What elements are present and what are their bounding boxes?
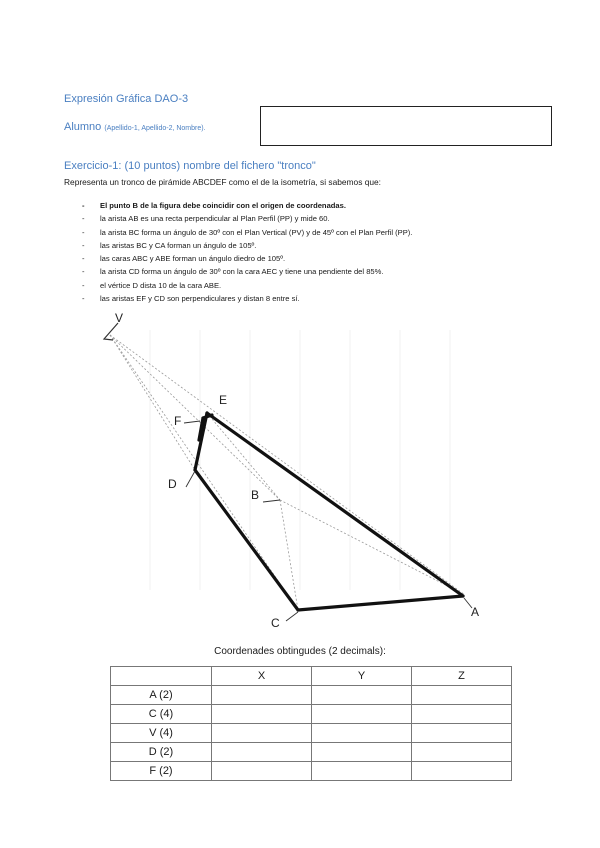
cell-y[interactable] — [312, 686, 412, 705]
leader-lines — [184, 421, 472, 621]
leader-d — [186, 471, 195, 487]
table-header-row — [111, 667, 512, 686]
label-c: C — [271, 616, 280, 630]
label-d: D — [168, 477, 177, 491]
cell-z[interactable] — [412, 724, 512, 743]
exercise-intro: Representa un tronco de pirámide ABCDEF como el de la isometría, si sabemos que: — [64, 177, 382, 187]
cell-y[interactable] — [312, 705, 412, 724]
condition-item: - El punto B de la figura debe coincidir con el origen de coordenadas. — [82, 199, 412, 212]
cell-x[interactable] — [212, 743, 312, 762]
label-e: E — [219, 393, 228, 407]
course-title: Expresión Gráfica DAO-3 — [64, 93, 189, 105]
row-label: F (2) — [111, 762, 212, 781]
leader-b — [263, 500, 280, 502]
conditions-list — [82, 199, 412, 305]
edge-ca — [298, 596, 463, 610]
cell-z[interactable] — [412, 705, 512, 724]
edge-dc — [195, 470, 298, 610]
edge-ea — [207, 413, 463, 596]
student-label — [64, 121, 206, 133]
cell-z[interactable] — [412, 686, 512, 705]
header-y: Y — [312, 667, 412, 686]
header-x: X — [212, 667, 312, 686]
condition-item: - las caras ABC y ABE forman un ángulo diedro de 105º. — [82, 252, 412, 265]
label-f: F — [174, 414, 182, 428]
exercise-title: Exercicio-1: (10 puntos) nombre del fichero "tronco" — [64, 160, 316, 172]
coords-table — [110, 666, 512, 781]
cell-y[interactable] — [312, 743, 412, 762]
coords-title: Coordenades obtingudes (2 decimals): — [214, 646, 386, 657]
student-name-box[interactable] — [260, 106, 552, 146]
label-a: A — [471, 605, 480, 619]
leader-f — [184, 421, 200, 423]
condition-item: - la arista CD forma un ángulo de 30º con la cara AEC y tiene una pendiente del 85%. — [82, 265, 412, 278]
condition-item: - la arista BC forma un ángulo de 30º con el Plan Vertical (PV) y de 45º con el Plan Perfil (PP). — [82, 226, 412, 239]
condition-item: - la arista AB es una recta perpendicular al Plan Perfil (PP) y mide 60. — [82, 212, 412, 225]
cell-x[interactable] — [212, 705, 312, 724]
cell-x[interactable] — [212, 686, 312, 705]
condition-item: - las aristas BC y CA forman un ángulo de 105º. — [82, 239, 412, 252]
row-label: C (4) — [111, 705, 212, 724]
cell-z[interactable] — [412, 743, 512, 762]
isometric-figure — [0, 305, 600, 645]
student-label-text: Alumno — [64, 121, 102, 133]
edge-vd — [110, 335, 195, 470]
cell-y[interactable] — [312, 724, 412, 743]
cell-x[interactable] — [212, 762, 312, 781]
edge-vc — [110, 335, 298, 610]
table-row — [111, 743, 512, 762]
header-cell — [111, 667, 212, 686]
header-z: Z — [412, 667, 512, 686]
table-row — [111, 705, 512, 724]
condition-item: - las aristas EF y CD son perpendiculares y distan 8 entre sí. — [82, 292, 412, 305]
visible-edges — [195, 413, 463, 610]
table-row — [111, 686, 512, 705]
edge-ba — [280, 500, 465, 595]
student-hint: (Apellido-1, Apellido-2, Nombre). — [104, 125, 206, 132]
row-label: V (4) — [111, 724, 212, 743]
edge-bc — [280, 500, 298, 610]
cell-y[interactable] — [312, 762, 412, 781]
cell-x[interactable] — [212, 724, 312, 743]
row-label: D (2) — [111, 743, 212, 762]
label-v: V — [115, 311, 124, 325]
cell-z[interactable] — [412, 762, 512, 781]
label-b: B — [251, 488, 260, 502]
edge-vb — [110, 335, 280, 500]
edge-va — [110, 335, 465, 595]
row-label: A (2) — [111, 686, 212, 705]
vertex-v-mark — [104, 323, 118, 340]
table-row — [111, 762, 512, 781]
table-row — [111, 724, 512, 743]
leader-c — [286, 612, 298, 621]
condition-item: - el vértice D dista 10 de la cara ABE. — [82, 279, 412, 292]
